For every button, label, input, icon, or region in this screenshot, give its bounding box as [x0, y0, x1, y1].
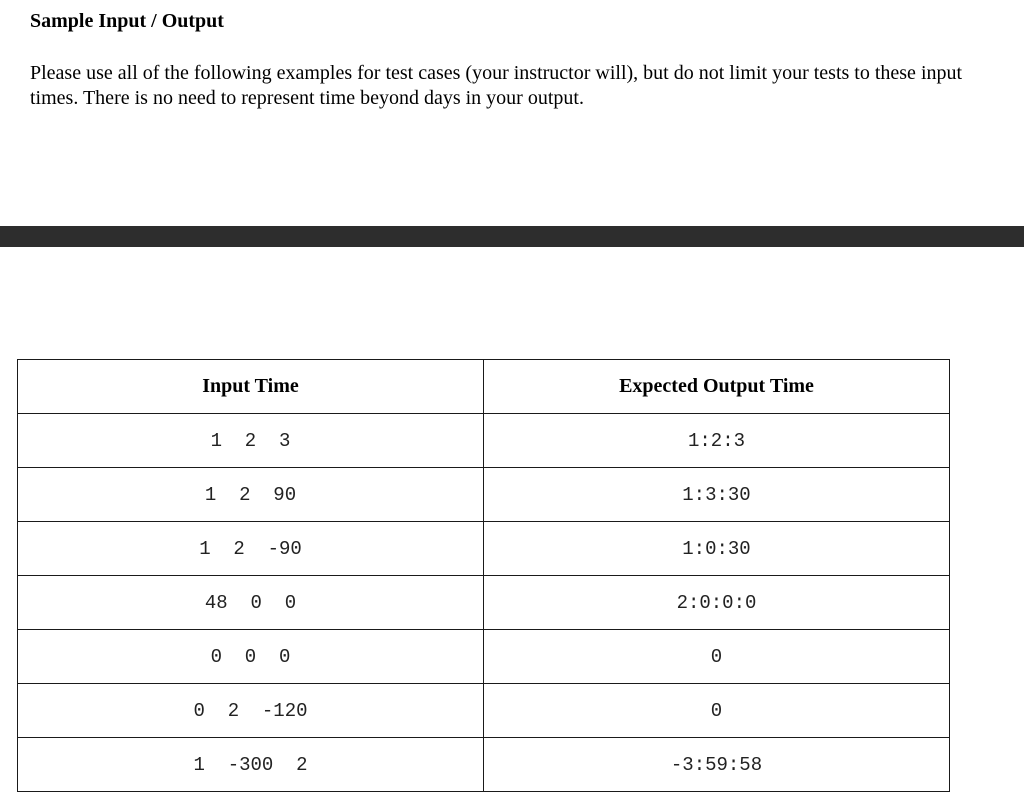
divider-bar	[0, 226, 1024, 247]
table-row	[18, 522, 950, 576]
output-cell: 1:2:3	[484, 414, 950, 468]
input-cell: 1 2 90	[18, 468, 484, 522]
table-row	[18, 684, 950, 738]
input-cell: 48 0 0	[18, 576, 484, 630]
output-cell: 1:0:30	[484, 522, 950, 576]
table-header-row	[18, 360, 950, 414]
intro-paragraph: Please use all of the following examples for test cases (your instructor will), but do not limit your tests to these input times. There is no need to represent time beyond days in your output.	[30, 62, 963, 109]
input-cell: 1 -300 2	[18, 738, 484, 792]
table-row	[18, 630, 950, 684]
table-row	[18, 468, 950, 522]
header-input-time: Input Time	[18, 360, 484, 414]
output-cell: 1:3:30	[484, 468, 950, 522]
input-cell: 0 2 -120	[18, 684, 484, 738]
input-cell: 0 0 0	[18, 630, 484, 684]
output-cell: 0	[484, 684, 950, 738]
header-expected-output-time: Expected Output Time	[484, 360, 950, 414]
output-cell: 2:0:0:0	[484, 576, 950, 630]
io-table	[17, 359, 950, 792]
section-heading: Sample Input / Output	[30, 10, 224, 32]
input-cell: 1 2 3	[18, 414, 484, 468]
table-row	[18, 576, 950, 630]
input-cell: 1 2 -90	[18, 522, 484, 576]
output-cell: -3:59:58	[484, 738, 950, 792]
output-cell: 0	[484, 630, 950, 684]
table-row	[18, 738, 950, 792]
table-row	[18, 414, 950, 468]
